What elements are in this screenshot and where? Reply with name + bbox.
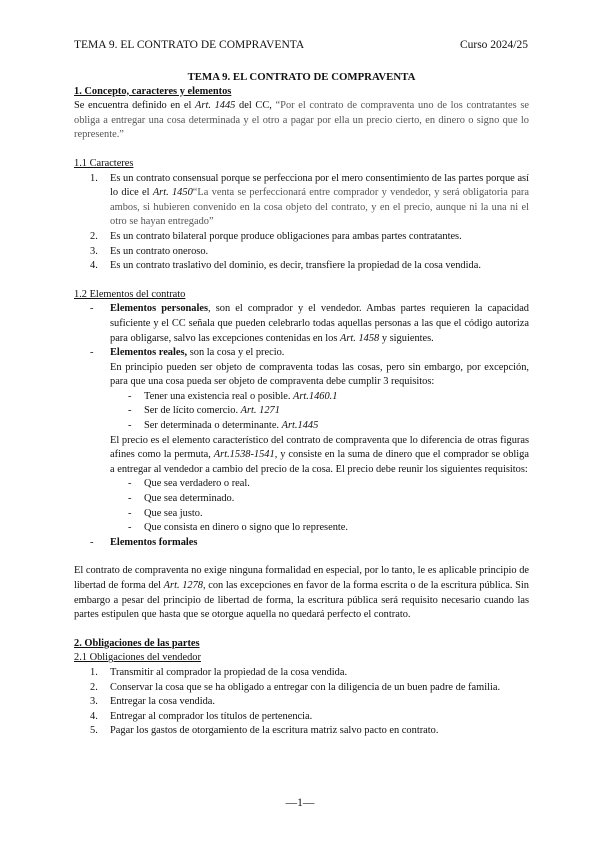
formal-paragraph: El contrato de compraventa no exige ninguna formalidad en especial, por lo tanto, le es aplicable principio de libertad de forma del Art. 1278, con las excepciones en favor de la forma escrita o de la escritura pública. Sin embargo a pesar del principio de libertad de forma, la escritura pública será requisito necesario cuando las partes estipulen que hasta que se otorgue aquella no quedará perfecto el contrato.	[74, 565, 530, 621]
list-item: - Ser de lícito comercio. Art. 1271	[128, 405, 280, 417]
article-ref: Art. 1450	[152, 187, 193, 199]
article-ref: Art.1538-1541	[213, 449, 275, 461]
section-1-heading: 1. Concepto, caracteres y elementos	[74, 85, 232, 97]
page-number: —1—	[285, 797, 315, 809]
article-ref: Art. 1458	[339, 332, 380, 344]
page-title: TEMA 9. EL CONTRATO DE COMPRAVENTA	[187, 71, 416, 83]
list-item: - Que sea verdadero o real.	[128, 478, 250, 490]
list-item: - Tener una existencia real o posible. Art.1460.1	[128, 390, 338, 402]
list-item: 3. Entregar la cosa vendida.	[90, 696, 216, 708]
list-item: 2. Es un contrato bilateral porque produce obligaciones para ambas partes contratantes.	[90, 230, 462, 242]
document-body	[74, 70, 529, 739]
list-item: 1. Transmitir al comprador la propiedad de la cosa vendida.	[90, 666, 348, 678]
article-ref: Art. 1278	[163, 580, 203, 591]
section-2-heading: 2. Obligaciones de las partes	[74, 637, 200, 649]
list-item: - Elementos reales, son la cosa y el precio.	[90, 347, 285, 359]
list-item: 1. Es un contrato consensual porque se perfecciona por el mero consentimiento de las partes porque así lo dice el Art. 1450“La venta se perfeccionará entre comprador y vendedor, y será obligatoria para ambos, si hubieren convenido en la cosa objeto del contrato, y en el precio, aunque ni la una ni el otro se hayan entregado”	[90, 172, 530, 228]
list-item: 4. Entregar al comprador los títulos de pertenencia.	[90, 710, 313, 722]
list-item: - Que sea justo.	[128, 507, 203, 519]
article-ref: Art.1445	[281, 420, 319, 432]
list-item: - Elementos formales	[90, 536, 198, 548]
list-item: - Ser determinada o determinante. Art.1445	[128, 420, 319, 432]
definition-quote: “Por el contrato de compraventa uno de los contratantes se obliga a entregar una cosa determinada y el otro a pagar por ella un precio cierto, en dinero o signo que lo represente.”	[74, 100, 529, 141]
article-ref: Art. 1271	[240, 405, 280, 417]
article-quote: “La venta se perfeccionará entre comprador y vendedor, y será obligatoria para ambos, si hubieren convenido en la cosa objeto del contrato, y en el precio, aunque ni la una ni el otro se hayan entregado”	[110, 187, 530, 228]
list-item: 5. Pagar los gastos de otorgamiento de la escritura matriz salvo pacto en contrato.	[90, 725, 439, 737]
running-header-course: Curso 2024/25	[459, 39, 528, 51]
list-item: 2. Conservar la cosa que se ha obligado a entregar con la diligencia de un buen padre de familia.	[90, 681, 501, 693]
paragraph: El precio es el elemento característico del contrato de compraventa que lo diferencia de otras figuras afines como la permuta, Art.1538-1541, y consiste en la suma de dinero que el comprador se obliga a entregar al vendedor a cambio del precio de la cosa. El precio debe reunir los siguientes requisitos:	[110, 434, 529, 475]
section-2-1-heading: 2.1 Obligaciones del vendedor	[74, 652, 201, 664]
section-1-1-heading: 1.1 Caracteres	[74, 157, 134, 169]
list-item: - Que sea determinado.	[128, 493, 235, 505]
list-item: 4. Es un contrato traslativo del dominio, es decir, transfiere la propiedad de la cosa vendida.	[90, 260, 481, 272]
running-header-title: TEMA 9. EL CONTRATO DE COMPRAVENTA	[74, 39, 305, 51]
article-ref: Art.1460.1	[293, 390, 338, 402]
article-ref: Art. 1445	[195, 100, 236, 112]
section-1-intro: Se encuentra definido en el Art. 1445 del CC, “Por el contrato de compraventa uno de los contratantes se obliga a entregar una cosa determinada y el otro a pagar por ella un precio cierto, en dinero o signo que lo represente.”	[74, 100, 529, 141]
section-1-2-heading: 1.2 Elementos del contrato	[74, 288, 186, 300]
paragraph: En principio pueden ser objeto de compraventa todas las cosas, pero sin embargo, por excepción, para que una cosa pueda ser objeto de compraventa debe cumplir 3 requisitos:	[110, 361, 529, 388]
list-item: - Elementos personales, son el comprador y el vendedor. Ambas partes requieren la capacidad suficiente y el CC señala que pueden celebrarlo todas aquellas personas a las que el código autoriza para obligarse, salvo las excepciones contenidas en los Art. 1458 y siguientes.	[90, 303, 529, 344]
list-item: - Que consista en dinero o signo que lo represente.	[128, 522, 349, 534]
list-item: 3. Es un contrato oneroso.	[90, 245, 209, 257]
